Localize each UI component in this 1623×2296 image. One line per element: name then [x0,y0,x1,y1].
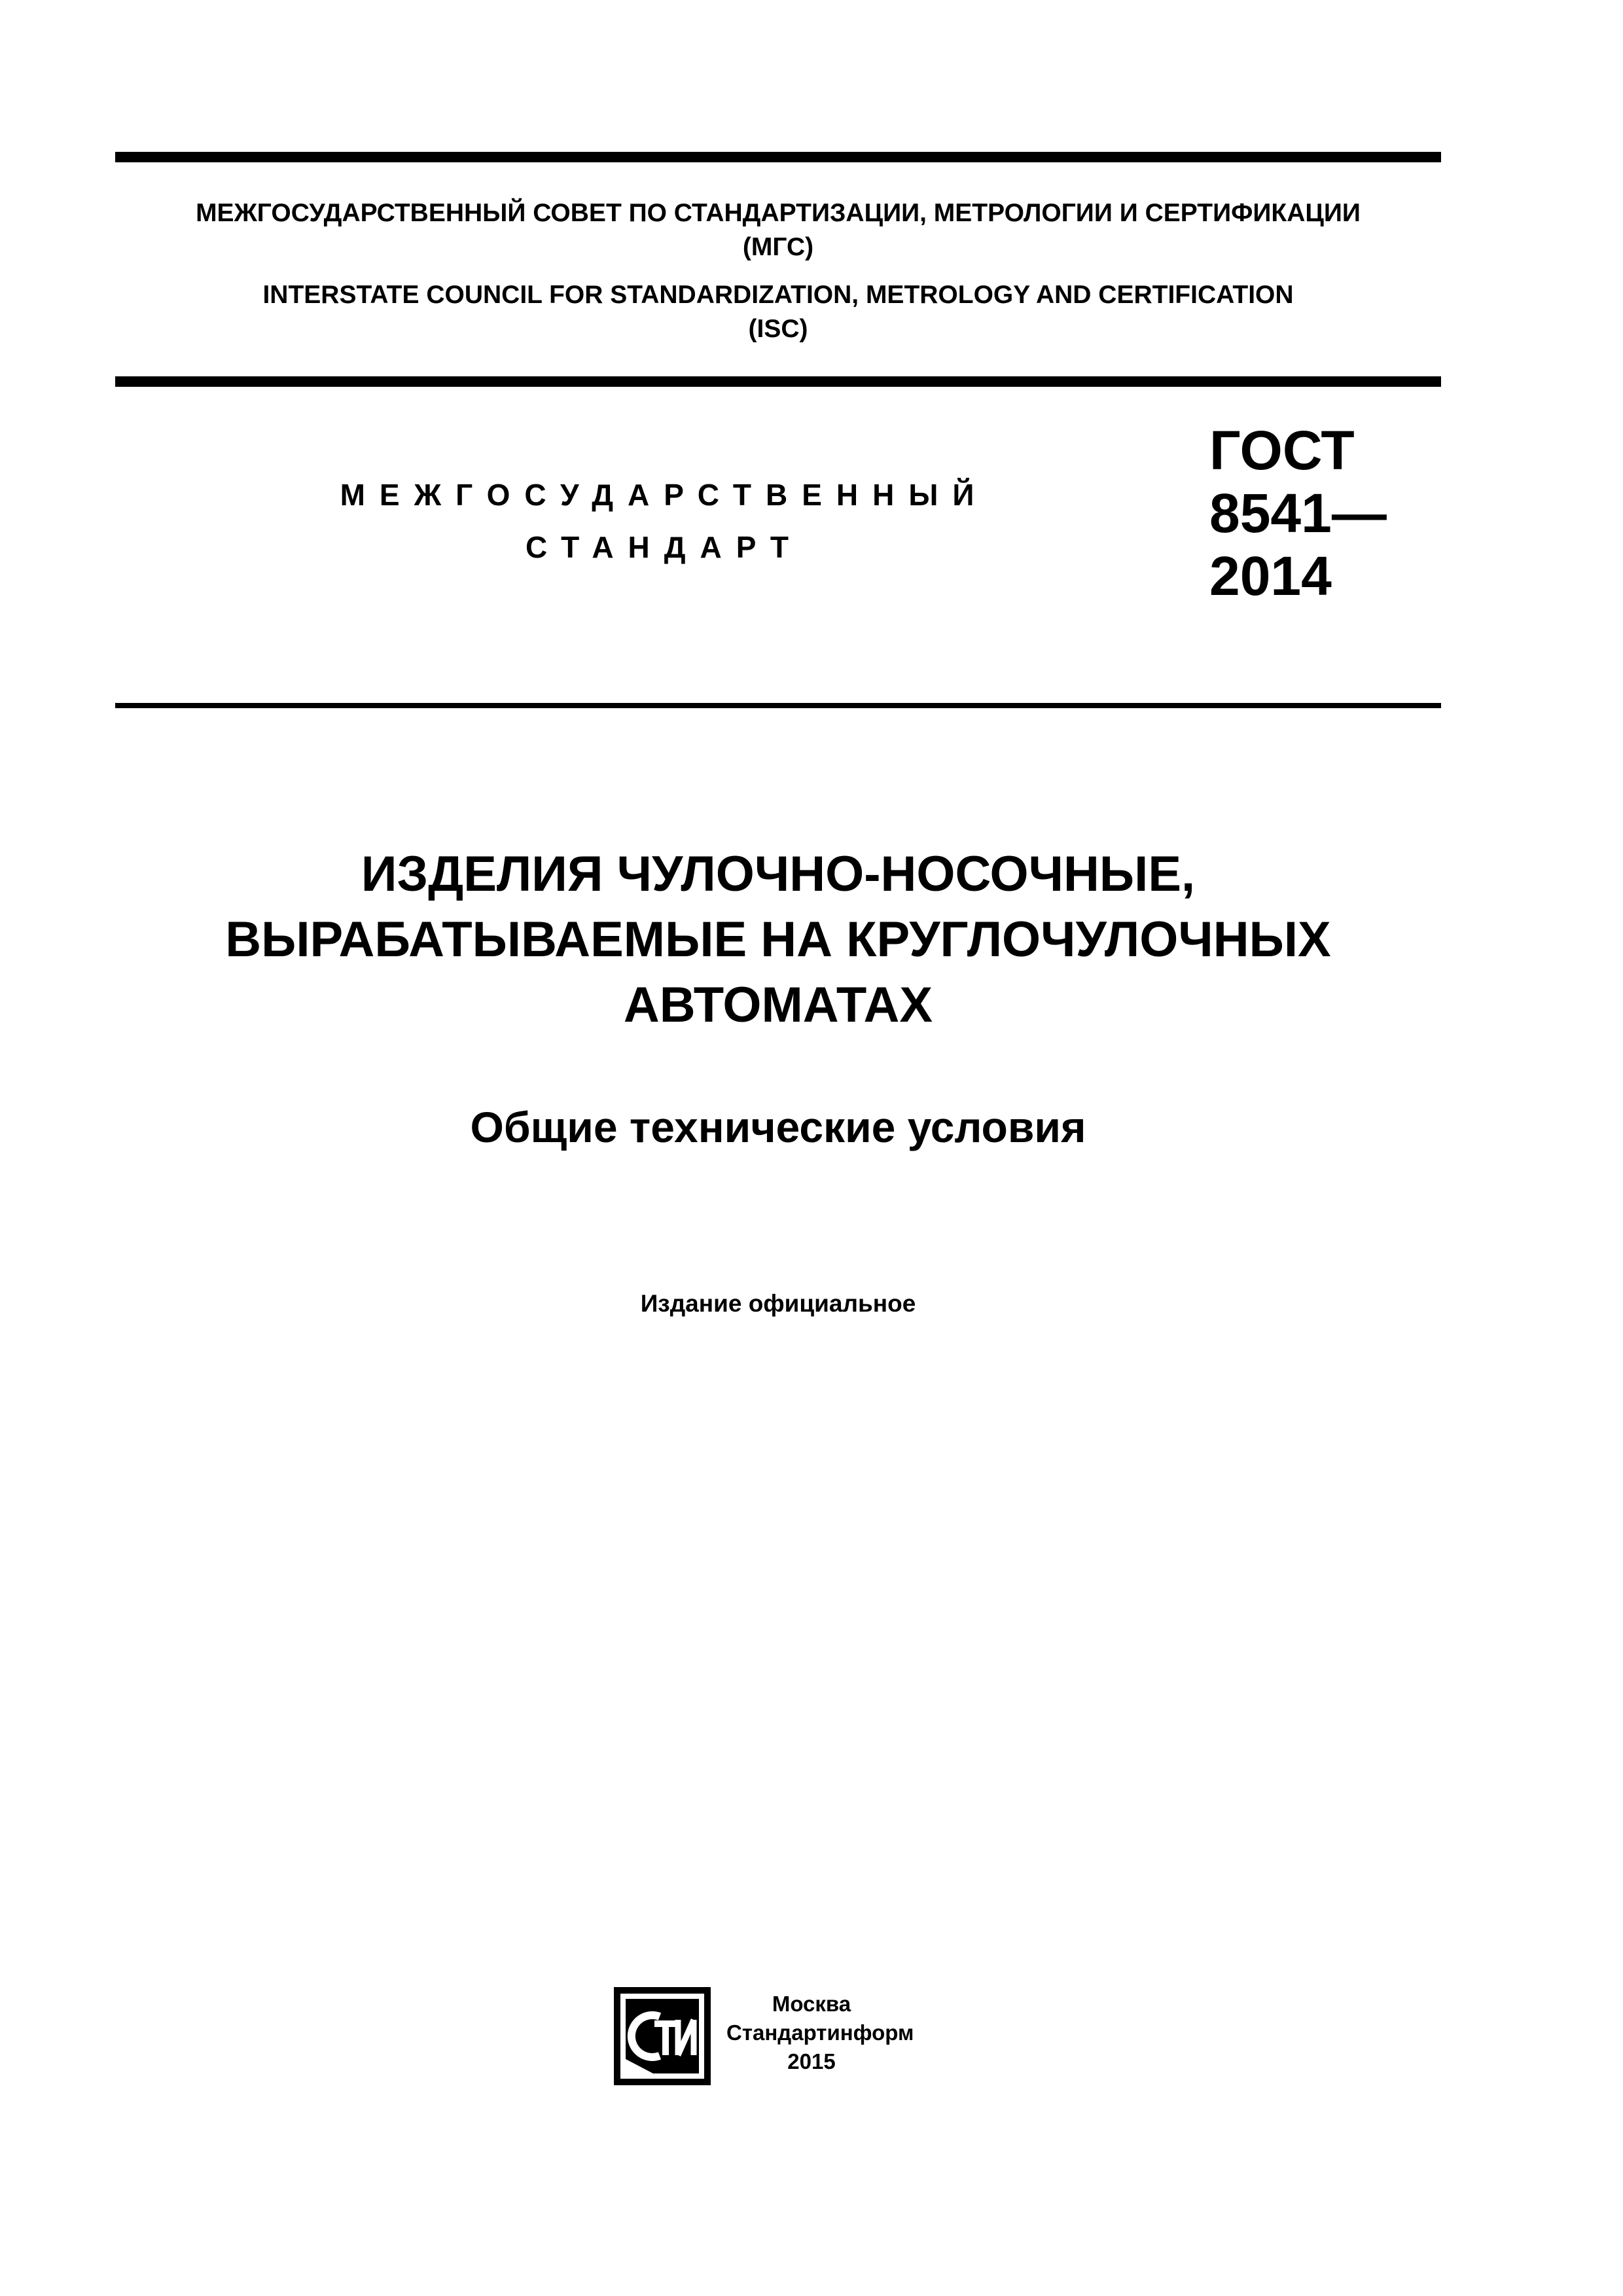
gost-label: ГОСТ [1209,420,1355,481]
gost-number: 8541— [1209,482,1387,544]
publisher-city: Москва [772,1992,851,2016]
standartinform-logo-icon [614,1987,711,2085]
council-name-en [115,278,1441,346]
document-subtitle: Общие технические условия [470,1103,1086,1151]
publisher-year: 2015 [787,2049,836,2073]
title-line1: ИЗДЕЛИЯ ЧУЛОЧНО-НОСОЧНЫЕ, [361,846,1196,902]
gost-designation [1209,419,1387,607]
document-title [115,842,1441,1038]
publisher-name: Стандартинформ [726,2020,914,2045]
gost-year: 2014 [1209,545,1332,607]
council-name-ru [115,196,1441,264]
designation-divider-rule [115,703,1441,708]
standard-type-line1: МЕЖГОСУДАРСТВЕННЫЙ [340,478,989,512]
council-en-line2: (ISC) [748,315,808,343]
council-ru-line2: (МГС) [742,233,814,261]
council-en-line1: INTERSTATE COUNCIL FOR STANDARDIZATION, METROLOGY AND CERTIFICATION [262,281,1294,309]
title-line2: ВЫРАБАТЫВАЕМЫЕ НА КРУГЛОЧУЛОЧНЫХ [225,912,1331,967]
top-rule [115,152,1441,162]
standard-type-line2: СТАНДАРТ [526,530,803,564]
edition-note: Издание официальное [640,1290,916,1317]
standard-type [294,469,1034,573]
council-ru-line1: МЕЖГОСУДАРСТВЕННЫЙ СОВЕТ ПО СТАНДАРТИЗАЦИИ, МЕТРОЛОГИИ И СЕРТИФИКАЦИИ [196,199,1361,227]
header-divider-rule [115,376,1441,387]
publisher-block [726,1990,914,2076]
title-line3: АВТОМАТАХ [623,977,933,1033]
